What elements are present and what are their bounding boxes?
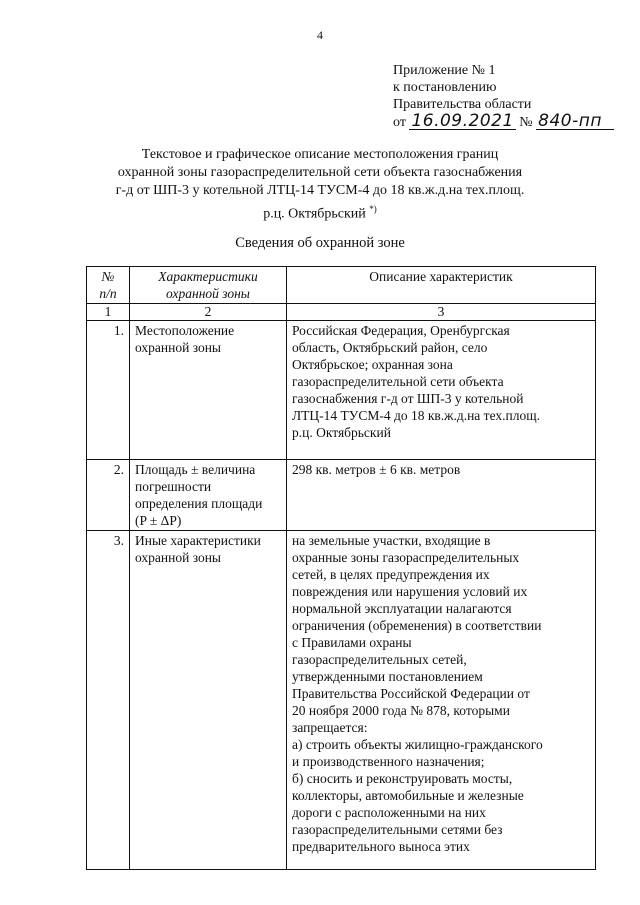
section-subtitle: Сведения об охранной зоне (235, 235, 405, 251)
row-value: 298 кв. метров ± 6 кв. метров (287, 460, 596, 531)
appendix-date-line (393, 113, 614, 131)
table-row (87, 321, 596, 460)
column-number-row (87, 304, 596, 321)
page-number: 4 (317, 28, 323, 42)
handwritten-date: 16.09.2021 (411, 111, 514, 131)
row-num: 2. (87, 460, 130, 531)
handwritten-number: 840-пп (536, 113, 614, 130)
row-num: 3. (87, 531, 130, 870)
header-num: № п/п (87, 267, 130, 304)
row-num: 1. (87, 321, 130, 460)
title-line-3: г-д от ШП-3 у котельной ЛТЦ-14 ТУСМ-4 до 18 кв.ж.д.на тех.площ. (115, 183, 525, 198)
table-row (87, 531, 596, 870)
appendix-line-2: к постановлению (393, 80, 497, 95)
row-value: Российская Федерация, Оренбургская область, Октябрьский район, село Октябрьское; охранная зона газораспределительной сети объекта газоснабжения г-д от ШП-3 у котельной ЛТЦ-14 ТУСМ-4 до 18 кв.ж.д.на тех.площ. р.ц. Октябрьский (287, 321, 596, 460)
row-value: на земельные участки, входящие в охранные зоны газораспределительных сетей, в целях предупреждения их повреждения или нарушения условий их нормальной эксплуатации налагаются ограничения (обременения) в соответствии с Правилами охраны газораспределительных сетей, утвержденными постановлением Правительства Российской Федерации от 20 ноября 2000 года № 878, которыми запрещается: а) строить объекты жилищно-гражданского и производственного назначения; б) сносить и реконструировать мосты, коллекторы, автомобильные и железные дороги с расположенными на них газораспределительными сетями без предварительного выноса этих (287, 531, 596, 870)
row-name: Иные характеристики охранной зоны (130, 531, 287, 870)
table-row (87, 460, 596, 531)
header-characteristics: Характеристики охранной зоны (130, 267, 287, 304)
footnote-mark: *) (369, 204, 377, 214)
column-number-2: 2 (130, 304, 287, 321)
document-title (90, 146, 550, 224)
column-number-1: 1 (87, 304, 130, 321)
table-header-row (87, 267, 596, 304)
appendix-block (393, 62, 614, 131)
title-line-4 (90, 200, 550, 224)
appendix-line-3: Правительства области (393, 97, 532, 112)
title-line-2: охранной зоны газораспределительной сети объекта газоснабжения (117, 165, 523, 180)
header-description: Описание характеристик (287, 267, 596, 304)
number-prefix: № (519, 115, 533, 130)
appendix-line-1: Приложение № 1 (393, 63, 496, 78)
row-name: Площадь ± величина погрешности определения площади (P ± ΔP) (130, 460, 287, 531)
column-number-3: 3 (287, 304, 596, 321)
title-line-1: Текстовое и графическое описание местоположения границ (141, 147, 499, 162)
row-name: Местоположение охранной зоны (130, 321, 287, 460)
title-line-4-text: р.ц. Октябрьский (263, 206, 366, 222)
zone-table (86, 266, 596, 870)
date-prefix: от (393, 115, 406, 130)
